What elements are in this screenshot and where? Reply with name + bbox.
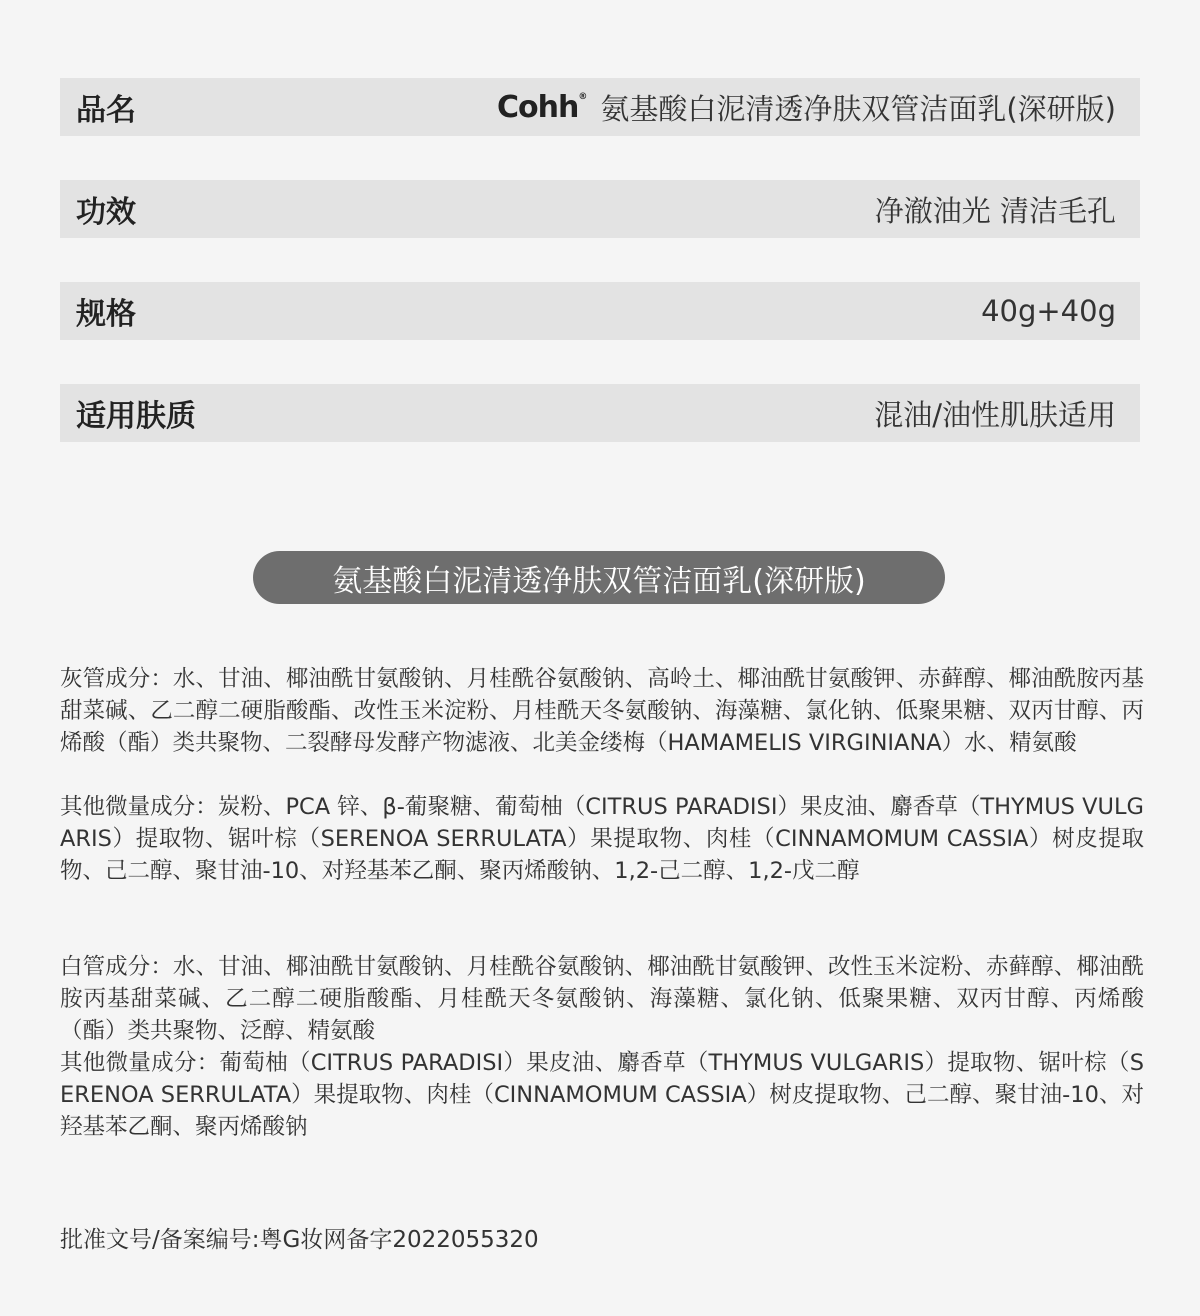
spec-row-size (60, 282, 1140, 340)
spec-value-size: 40g+40g (981, 294, 1116, 328)
spec-row-skin (60, 384, 1140, 442)
approval-number: 批准文号/备案编号:粤G妆网备字2022055320 (60, 1227, 539, 1253)
product-name: 氨基酸白泥清透净肤双管洁面乳(深研版) (600, 91, 1116, 126)
spec-label-name: 品名 (76, 93, 136, 128)
spec-row-name (60, 78, 1140, 136)
spec-label-effect: 功效 (76, 195, 136, 230)
brand-logo (497, 90, 586, 125)
registered-mark: ® (578, 91, 587, 102)
spec-row-effect (60, 180, 1140, 238)
section-title-pill: 氨基酸白泥清透净肤双管洁面乳(深研版) (253, 551, 945, 604)
gray-tube-minor-ingredients: 其他微量成分：炭粉、PCA 锌、β-葡聚糖、葡萄柚（CITRUS PARADISI）果皮油、麝香草（THYMUS VULGARIS）提取物、锯叶棕（SERENOA SERRULATA）果提取物、肉桂（CINNAMOMUM CASSIA）树皮提取物、己二醇、聚甘油-10、对羟基苯乙酮、聚丙烯酸钠、1,2-己二醇、1,2-戊二醇 (60, 794, 1144, 884)
gray-tube-ingredients: 灰管成分：水、甘油、椰油酰甘氨酸钠、月桂酰谷氨酸钠、高岭土、椰油酰甘氨酸钾、赤藓醇、椰油酰胺丙基甜菜碱、乙二醇二硬脂酸酯、改性玉米淀粉、月桂酰天冬氨酸钠、海藻糖、氯化钠、低聚果糖、双丙甘醇、丙烯酸（酯）类共聚物、二裂酵母发酵产物滤液、北美金缕梅（HAMAMELIS VIRGINIANA）水、精氨酸 (60, 666, 1144, 756)
spec-label-skin: 适用肤质 (76, 399, 196, 434)
brand-logo-text: Cohh (497, 89, 579, 125)
spec-value-skin: 混油/油性肌肤适用 (874, 397, 1116, 432)
white-tube-minor-ingredients: 其他微量成分：葡萄柚（CITRUS PARADISI）果皮油、麝香草（THYMUS VULGARIS）提取物、锯叶棕（SERENOA SERRULATA）果提取物、肉桂（CINNAMOMUM CASSIA）树皮提取物、己二醇、聚甘油-10、对羟基苯乙酮、聚丙烯酸钠 (60, 1050, 1144, 1140)
spec-value-effect: 净澈油光 清洁毛孔 (874, 193, 1116, 228)
spec-label-size: 规格 (76, 297, 136, 332)
white-tube-ingredients: 白管成分：水、甘油、椰油酰甘氨酸钠、月桂酰谷氨酸钠、椰油酰甘氨酸钾、改性玉米淀粉、赤藓醇、椰油酰胺丙基甜菜碱、乙二醇二硬脂酸酯、月桂酰天冬氨酸钠、海藻糖、氯化钠、低聚果糖、双丙甘醇、丙烯酸（酯）类共聚物、泛醇、精氨酸 (60, 954, 1144, 1044)
spec-value-name (497, 87, 1116, 128)
